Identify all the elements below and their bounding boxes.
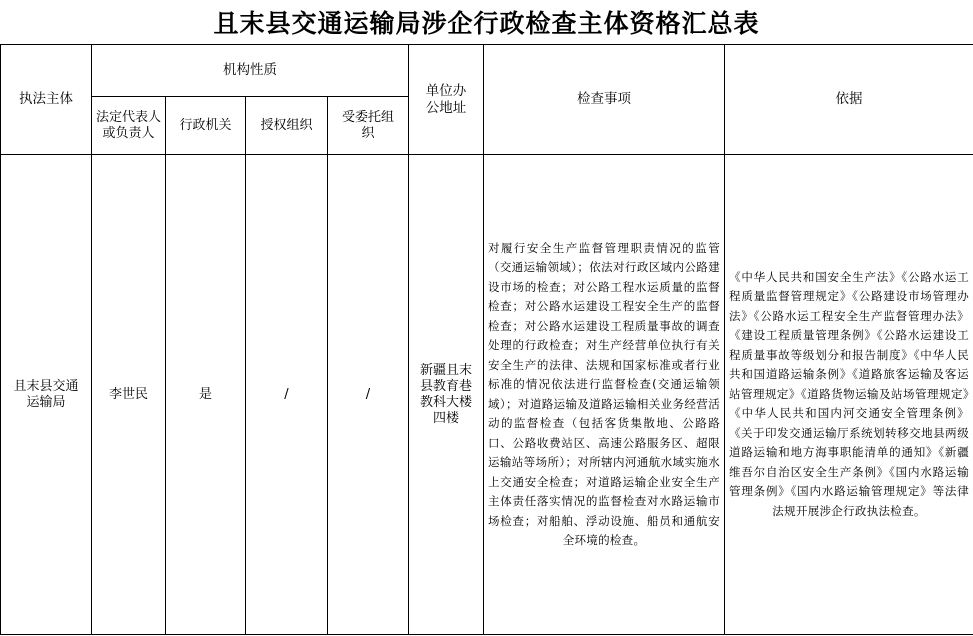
header-inspection-items: 检查事项 xyxy=(484,45,725,155)
cell-address: 新疆且末县教育巷教科大楼四楼 xyxy=(409,155,484,635)
header-row-1 xyxy=(1,45,973,97)
cell-basis: 《中华人民共和国安全生产法》《公路水运工程质量监督管理规定》《公路建设市场管理办法》《公路水运工程安全生产监督管理办法》《建设工程质量管理条例》《公路水运建设工程质量事故等级划分和报告制度》《中华人民共和国道路运输条例》《道路旅客运输及客运站管理规定》《道路货物运输及站场管理规定》《中华人民共和国内河交通安全管理条例》《关于印发交通运输厅系统划转移交地县两级道路运输和地方海事职能清单的通知》《新疆维吾尔自治区安全生产条例》《国内水路运输管理条例》《国内水路运输管理规定》等法律法规开展涉企行政执法检查。 xyxy=(725,155,973,635)
header-admin-org: 行政机关 xyxy=(166,97,246,155)
header-address: 单位办公地址 xyxy=(409,45,484,155)
header-legal-rep: 法定代表人或负责人 xyxy=(92,97,166,155)
header-entrusted-org: 受委托组织 xyxy=(328,97,409,155)
cell-entrusted-org: / xyxy=(328,155,409,635)
summary-table xyxy=(0,44,973,635)
table-row xyxy=(1,155,973,635)
header-subject: 执法主体 xyxy=(1,45,92,155)
cell-admin-org: 是 xyxy=(166,155,246,635)
header-authorized-org: 授权组织 xyxy=(246,97,328,155)
header-org-nature: 机构性质 xyxy=(92,45,409,97)
cell-subject: 且末县交通运输局 xyxy=(1,155,92,635)
cell-authorized-org: / xyxy=(246,155,328,635)
document-title: 且末县交通运输局涉企行政检查主体资格汇总表 xyxy=(213,9,760,38)
cell-inspection-items: 对履行安全生产监督管理职责情况的监管（交通运输领域）；依法对行政区域内公路建设市场的检查；对公路工程水运质量的监督检查；对公路水运建设工程安全生产的监督检查；对公路水运建设工程质量事故的调查处理的行政检查；对生产经营单位执行有关安全生产的法律、法规和国家标准或者行业标准的情况依法进行监督检查(交通运输领域）；对道路运输及道路运输相关业务经营活动的监督检查（包括客货集散地、公路路口、公路收费站区、高速公路服务区、超限运输站等场所）；对所辖内河通航水域实施水上交通安全检查；对道路运输企业安全生产主体责任落实情况的监督检查对水路运输市场检查；对船舶、浮动设施、船员和通航安全环境的检查。 xyxy=(484,155,725,635)
cell-legal-rep: 李世民 xyxy=(92,155,166,635)
header-basis: 依据 xyxy=(725,45,973,155)
